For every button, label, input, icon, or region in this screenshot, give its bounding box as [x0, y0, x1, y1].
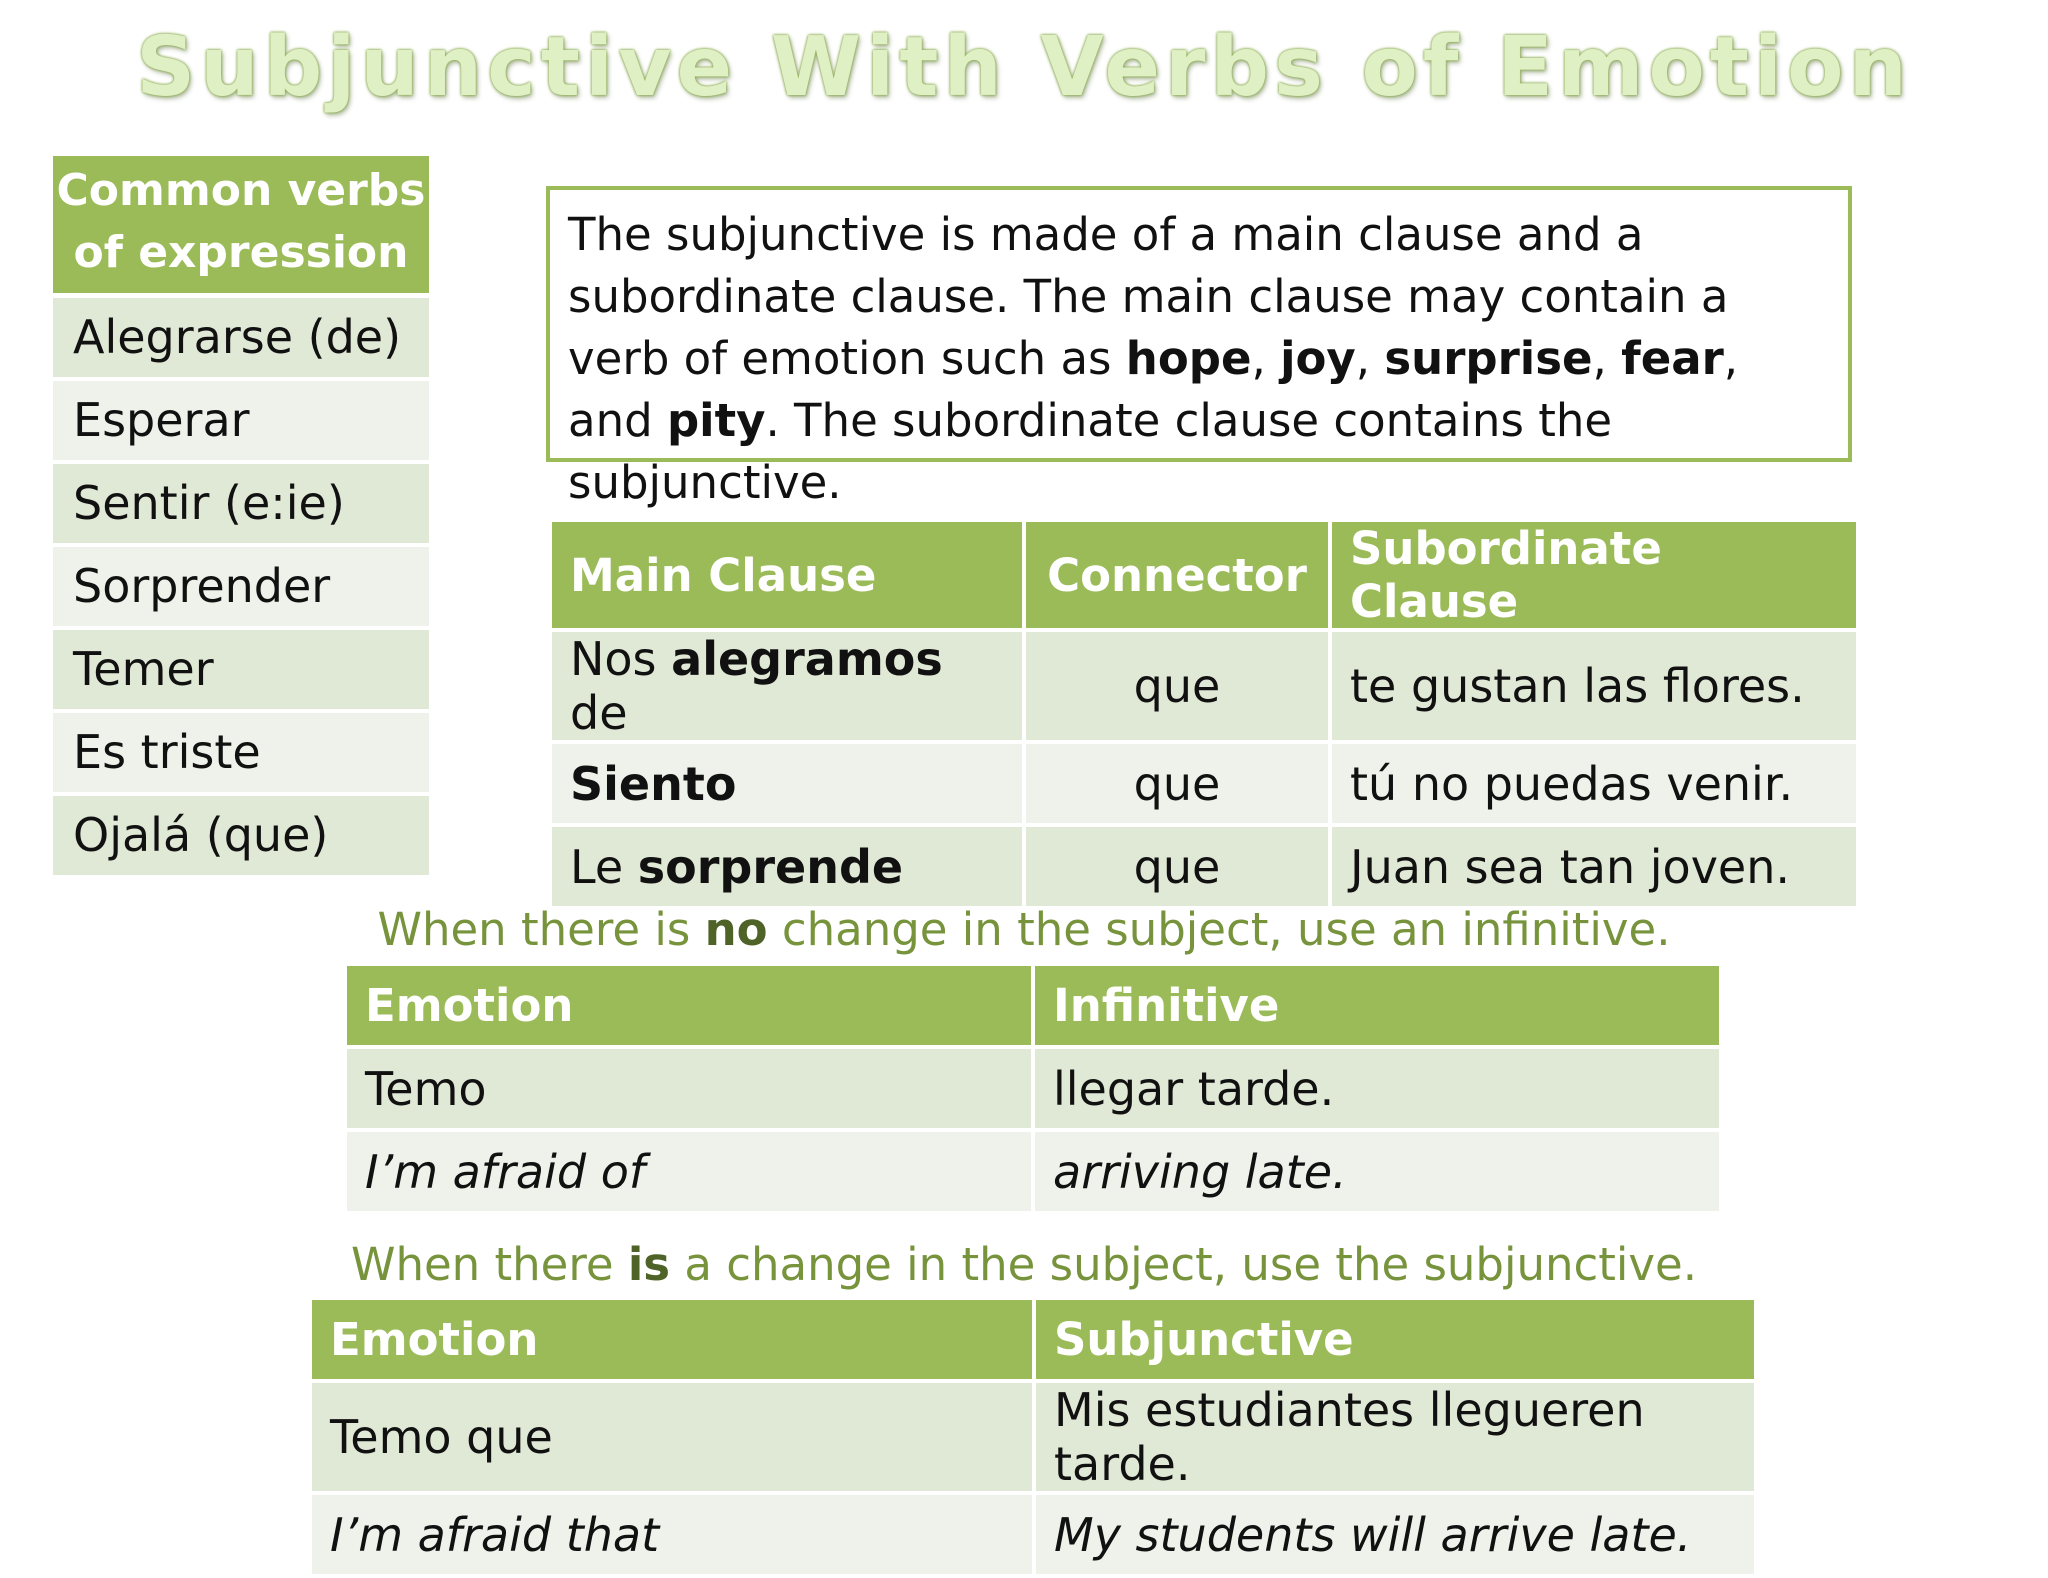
header-subordinate-clause: Subordinate Clause: [1332, 522, 1856, 628]
table-row: [347, 1049, 1719, 1128]
verb-item: Alegrarse (de): [53, 298, 429, 377]
table-row: [312, 1383, 1754, 1491]
note-emphasis: is: [627, 1238, 671, 1291]
table-row: [552, 744, 1856, 823]
keyword-pity: pity: [666, 394, 766, 447]
header-emotion: Emotion: [347, 966, 1031, 1045]
keyword-surprise: surprise: [1384, 332, 1593, 385]
subjunctive-cell: Mis estudiantes llegueren tarde.: [1054, 1383, 1645, 1491]
table-header-row: [552, 522, 1856, 628]
explanation-sep: ,: [1592, 332, 1622, 385]
explanation-sep: ,: [1251, 332, 1281, 385]
verb-item: Esperar: [53, 381, 429, 460]
main-clause-cell: [552, 827, 1022, 906]
main-clause-pre: Nos: [570, 632, 672, 686]
note-text: a change in the subject, use the subjunctive.: [670, 1238, 1698, 1291]
connector-cell: que: [1133, 659, 1221, 713]
table-row: [312, 1495, 1754, 1574]
table-row: [552, 827, 1856, 906]
connector-cell: que: [1133, 756, 1221, 811]
infinitive-translation-cell: arriving late.: [1053, 1144, 1347, 1199]
main-clause-verb: alegramos: [671, 632, 943, 686]
explanation-text: . The subordinate clause contains the subjunctive.: [568, 394, 1613, 509]
infinitive-cell: llegar tarde.: [1053, 1061, 1335, 1116]
verb-item: Sentir (e:ie): [53, 464, 429, 543]
keyword-hope: hope: [1125, 332, 1252, 385]
verb-item: Ojalá (que): [53, 796, 429, 875]
explanation-sep: , and: [568, 332, 1739, 447]
note-emphasis: no: [704, 903, 768, 956]
explanation-box: [546, 186, 1852, 509]
explanation-text: The subjunctive is made of a main clause and a subordinate clause. The main clause may contain a verb of emotion such as: [568, 208, 1729, 385]
emotion-translation-cell: I’m afraid that: [330, 1507, 660, 1562]
main-clause-verb: Siento: [570, 756, 737, 811]
note-text: change in the subject, use an infinitive.: [767, 903, 1671, 956]
main-clause-verb: sorprende: [637, 839, 904, 894]
main-clause-post: de: [570, 686, 628, 740]
page-title: Subjunctive With Verbs of Emotion: [136, 20, 1912, 115]
infinitive-table: [343, 962, 1723, 1215]
keyword-fear: fear: [1621, 332, 1724, 385]
note-text: When there: [350, 1238, 628, 1291]
emotion-cell: Temo que: [330, 1410, 553, 1464]
header-main-clause: Main Clause: [552, 522, 1022, 628]
header-emotion: Emotion: [312, 1300, 1032, 1379]
table-row: [347, 1132, 1719, 1211]
verb-item: Sorprender: [53, 547, 429, 626]
clause-table: [548, 518, 1860, 910]
subjunctive-translation-cell: My students will arrive late.: [1054, 1507, 1692, 1562]
header-subjunctive: Subjunctive: [1036, 1300, 1754, 1379]
note-text: When there is: [377, 903, 705, 956]
subordinate-clause-cell: Juan sea tan joven.: [1350, 839, 1790, 894]
main-clause-pre: Le: [570, 839, 638, 894]
connector-cell: que: [1133, 839, 1221, 894]
verb-item: Es triste: [53, 713, 429, 792]
subordinate-clause-cell: tú no puedas venir.: [1350, 756, 1794, 811]
header-connector: Connector: [1026, 522, 1328, 628]
verbs-list: [53, 156, 429, 879]
table-header-row: [347, 966, 1719, 1045]
verbs-header-line2: of expression: [73, 227, 409, 278]
emotion-translation-cell: I’m afraid of: [365, 1144, 646, 1199]
subjunctive-note: [0, 1238, 2048, 1291]
verbs-header-line1: Common verbs: [56, 165, 426, 216]
verb-item: Temer: [53, 630, 429, 709]
emotion-cell: Temo: [365, 1061, 487, 1116]
main-clause-cell: [552, 744, 1022, 823]
table-row: [552, 632, 1856, 740]
table-header-row: [312, 1300, 1754, 1379]
keyword-joy: joy: [1280, 332, 1356, 385]
main-clause-cell: [552, 632, 1022, 740]
header-infinitive: Infinitive: [1035, 966, 1719, 1045]
subordinate-clause-cell: te gustan las flores.: [1350, 659, 1805, 713]
verbs-list-header: [53, 156, 429, 293]
explanation-sep: ,: [1355, 332, 1385, 385]
infinitive-note: [0, 903, 2048, 956]
